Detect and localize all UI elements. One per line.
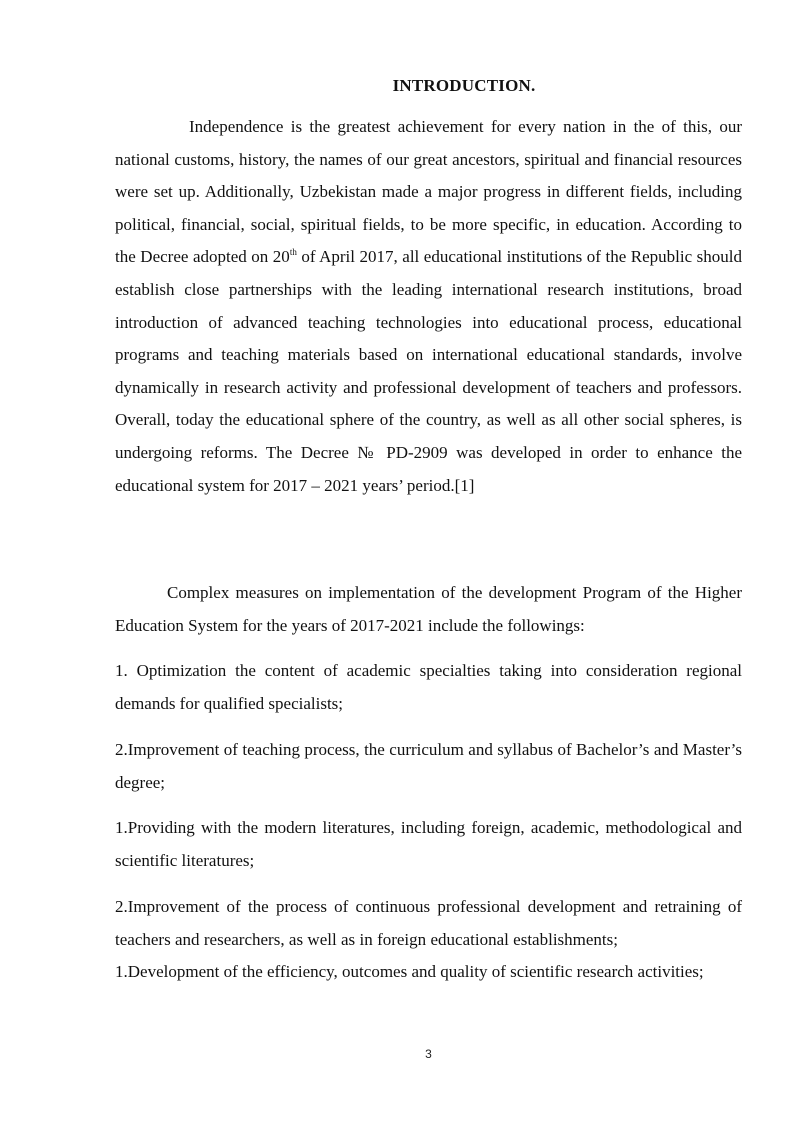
intro-text-part-1: Independence is the greatest achievement for every nation in the of this, our national customs, history, the names of our great ancestors, spiritual and financial resources were set up. Additionally, Uzbekistan made a major progress in different fields, including political, financial, social, spiritual fields, to be more specific, in education. According to the Decree adopted on 20: [115, 117, 742, 267]
intro-paragraph: [115, 111, 742, 502]
intro-text-part-2: of April 2017, all educational institutions of the Republic should establish close partnerships with the leading international research institutions, broad introduction of advanced teaching technologies into educational process, educational programs and teaching materials based on international educational standards, involve dynamically in research activity and professional development of teachers and professors. Overall, today the educational sphere of the country, as well as all other social spheres, is undergoing reforms. The Decree № PD-2909 was developed in order to enhance the educational system for 2017 – 2021 years’ period.[1]: [115, 247, 742, 495]
measures-intro-paragraph: [115, 577, 742, 642]
list-item: 2.Improvement of teaching process, the curriculum and syllabus of Bachelor’s and Master’s degree;: [115, 740, 742, 792]
list-item: 1. Optimization the content of academic specialties taking into consideration regional demands for qualified specialists;: [115, 661, 742, 713]
list-item-text: 1.Development of the efficiency, outcomes and quality of scientific research activities;: [115, 962, 704, 981]
ordinal-superscript: th: [289, 247, 297, 258]
page-number: 3: [425, 1047, 432, 1061]
list-item-text: 2.Improvement of the process of continuous professional development and retraining of teachers and researchers, as well as in foreign educational establishments;: [115, 897, 742, 949]
list-item: 1.Providing with the modern literatures, including foreign, academic, methodological and scientific literatures;: [115, 818, 742, 870]
section-heading: INTRODUCTION.: [392, 76, 536, 95]
measures-intro-text: Complex measures on implementation of the development Program of the Higher Education System for the years of 2017-2021 include the followings:: [115, 583, 742, 635]
list-item: [115, 891, 742, 989]
